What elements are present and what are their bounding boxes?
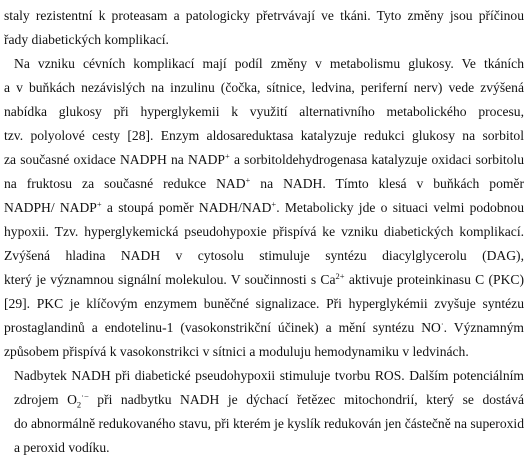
superscript: + xyxy=(271,199,277,209)
line-text: hypoxii. Tzv. hyperglykemická pseudohypoxie přispívá ke vzniku diabetických komplikací. xyxy=(4,224,524,239)
text-line xyxy=(4,364,524,388)
text-line xyxy=(4,220,524,244)
text-line xyxy=(4,340,524,364)
line-text: způsobem přispívá k vasokonstrikci v sítnici a moduluju hemodynamiku v ledvinách. xyxy=(4,344,469,359)
line-text-tail: a sorbitoldehydrogenasa katalyzuje oxidaci sorbitolu xyxy=(229,152,524,167)
line-text: zdrojem O xyxy=(14,392,77,407)
line-text: Na vzniku cévních komplikací mají podíl změny v metabolismu glukosy. Ve tkáních xyxy=(14,56,524,71)
line-text-tail: při nadbytku NADH je dýchací řetězec mitochondrií, který se dostává xyxy=(88,392,524,407)
line-text: do abnormálně redukovaného stavu, při kterém je kyslík redukován jen částečně na superoxid xyxy=(14,416,524,431)
superscript: · xyxy=(440,319,444,329)
line-text: řady diabetických komplikací. xyxy=(4,32,169,47)
line-text: prostaglandinů a endotelinu-1 (vasokonstrikční účinek) a mění syntézu NO xyxy=(4,320,441,335)
text-line xyxy=(4,4,524,28)
text-line xyxy=(4,412,524,436)
line-text: nabídka glukosy při hyperglykemii k využití alternativního metabolického procesu, xyxy=(4,104,524,119)
body-text xyxy=(4,4,524,460)
superscript: 2+ xyxy=(335,271,345,281)
line-text: [29]. PKC je klíčovým enzymem buněčné signalizace. Při hyperglykémii zvyšuje syntézu xyxy=(4,296,524,311)
line-text-tail: . Významným xyxy=(443,320,524,335)
line-text: za současné oxidace NADPH na NADP xyxy=(4,152,225,167)
text-line xyxy=(4,52,524,76)
text-line xyxy=(4,292,524,316)
text-line xyxy=(4,436,524,460)
line-text: který je významnou signální molekulou. V součinnosti s Ca xyxy=(4,272,336,287)
superscript: + xyxy=(245,175,251,185)
superscript: + xyxy=(224,151,230,161)
line-text: NADPH/ NADP xyxy=(4,200,97,215)
line-text-tail: a stoupá poměr NADH/NAD xyxy=(101,200,272,215)
line-text: staly rezistentní k proteasam a patologicky přetrvávají ve tkáni. Tyto změny jsou příčinou xyxy=(4,8,524,23)
text-line xyxy=(4,100,524,124)
text-line xyxy=(4,76,524,100)
line-text-tail: na NADH. Tímto klesá v buňkách poměr xyxy=(250,176,524,191)
subscript: 2 xyxy=(76,399,82,410)
line-text: Nadbytek NADH při diabetické pseudohypoxii stimuluje tvorbu ROS. Dalším potenciálním xyxy=(14,368,524,383)
text-line xyxy=(4,172,524,196)
line-text: Zvýšená hladina NADH v cytosolu stimuluje syntézu diacylglycerolu (DAG), xyxy=(4,248,524,263)
text-line xyxy=(4,316,524,340)
text-line xyxy=(4,124,524,148)
text-line xyxy=(4,268,524,292)
text-line xyxy=(4,148,524,172)
text-line xyxy=(4,244,524,268)
line-text: a v buňkách nezávislých na inzulinu (čočka, sítnice, ledvina, periferní nerv) vede zvýšená xyxy=(4,80,524,95)
text-line xyxy=(4,196,524,220)
superscript: ·− xyxy=(81,391,89,401)
line-text-tail: aktivuje proteinkinasu C (PKC) xyxy=(344,272,524,287)
line-text: tzv. polyolové cesty [28]. Enzym aldosareduktasa katalyzuje redukci glukosy na sorbitol xyxy=(4,128,524,143)
text-line xyxy=(4,28,524,52)
line-text: na fruktosu za současné redukce NAD xyxy=(4,176,246,191)
line-text-tail: . Metabolicky jde o situaci velmi podobnou xyxy=(276,200,525,215)
superscript: + xyxy=(96,199,102,209)
text-line xyxy=(4,388,524,412)
line-text: a peroxid vodíku. xyxy=(14,440,110,455)
